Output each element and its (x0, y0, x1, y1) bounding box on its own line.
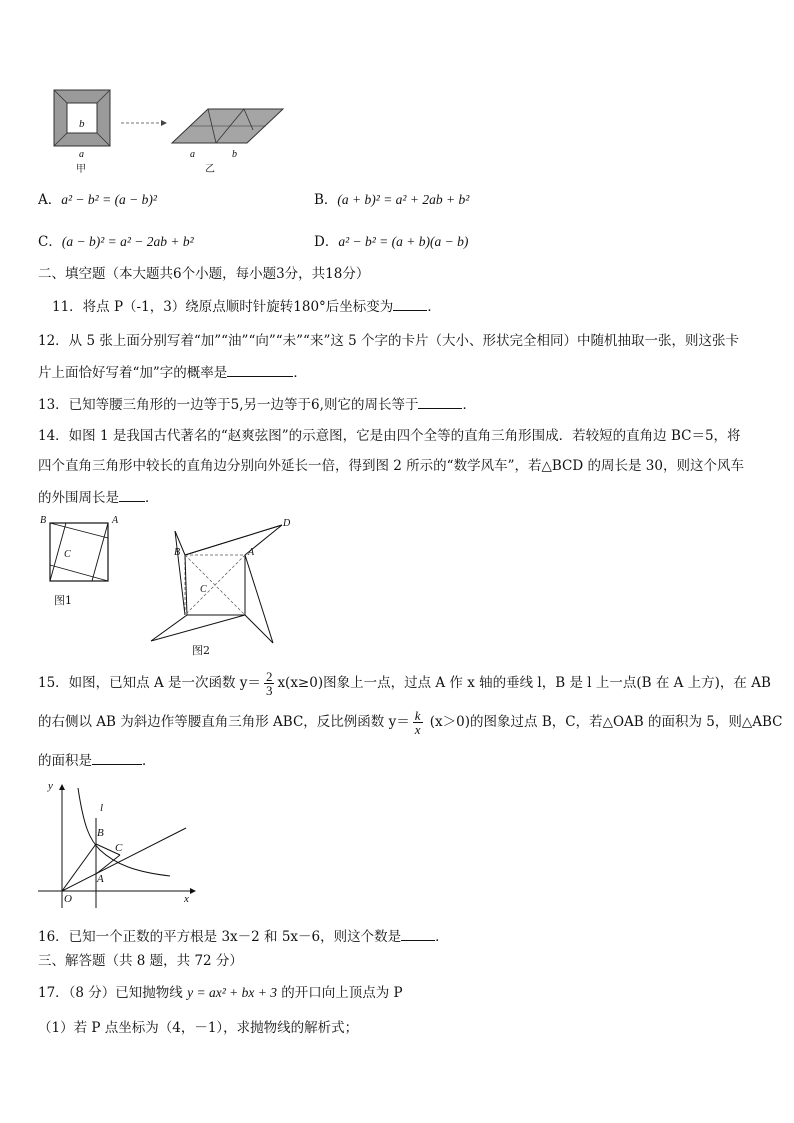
option-a: A．a² − b² = (a − b)² (38, 192, 157, 208)
question-14-line3: 的外围周长是 ． (38, 487, 159, 508)
label-b: b (79, 118, 85, 130)
question-12-line1: 12．从 5 张上面分别写着“加”“油”“向”“未”“来”这 5 个字的卡片（大小、形状完全相同）中随机抽取一张，则这张卡 (38, 333, 740, 349)
question-15-line2: 的右侧以 AB 为斜边作等腰直角三角形 ABC，反比例函数 y＝ $\frac{k}{x}$ (x＞0)的图象过点 B，C，若△OAB 的面积为 5，则△ABC (38, 708, 783, 737)
fig1-caption: 图1 (54, 594, 72, 607)
fig2-label-b: B (174, 547, 181, 558)
fig3-label-b: B (97, 827, 104, 839)
option-b: B．(a + b)² = a² + 2ab + b² (314, 192, 470, 208)
label-a-jia: a (79, 149, 84, 160)
label-yi: 乙 (205, 164, 215, 175)
question-15-line1: 15．如图，已知点 A 是一次函数 y＝ $\frac{2}{3}$ x(x≥0)图象上一点，过点 A 作 x 轴的垂线 l，B 是 l 上一点(B 在 A 上方)，在 AB (38, 669, 771, 698)
fig2-label-a: A (248, 547, 255, 558)
question-17: 17．（8 分）已知抛物线 y = ax² + bx + 3 的开口向上顶点为 P (38, 985, 403, 1001)
question-17-part1: （1）若 P 点坐标为（4，－1），求抛物线的解析式； (38, 1020, 359, 1036)
label-b-yi: b (232, 149, 237, 160)
fig3-label-y: y (48, 780, 53, 792)
fig3-label-x: x (184, 893, 189, 905)
question-14-line1: 14．如图 1 是我国古代著名的“赵爽弦图”的示意图，它是由四个全等的直角三角形围成．若较短的直角边 BC＝5，将 (38, 428, 741, 444)
question-13: 13．已知等腰三角形的一边等于5,另一边等于6,则它的周长等于 ． (38, 394, 476, 415)
question-11: 11．将点 P（-1，3）绕原点顺时针旋转180°后坐标变为 ． (52, 296, 441, 317)
figure-2-windmill (145, 515, 295, 655)
fraction-2-3: $\frac{2}{3}$ (265, 669, 273, 698)
fig3-label-c: C (115, 842, 123, 854)
fig2-label-c: C (200, 584, 207, 595)
fig1-label-c: C (64, 549, 71, 560)
question-14-line2: 四个直角三角形中较长的直角边分别向外延长一倍，得到图 2 所示的“数学风车”，若△BCD 的周长是 30，则这个风车 (38, 458, 744, 474)
fig3-label-l: l (100, 802, 104, 814)
option-c: C．(a − b)² = a² − 2ab + b² (38, 234, 194, 250)
fig1-label-a: A (112, 515, 119, 526)
label-jia: 甲 (76, 164, 86, 175)
option-d: D．a² − b² = (a + b)(a − b) (314, 234, 469, 250)
fig1-label-b: B (40, 515, 47, 526)
question-15-line3: 的面积是 ． (38, 750, 156, 771)
question-16: 16．已知一个正数的平方根是 3x－2 和 5x－6，则这个数是 ． (38, 926, 449, 947)
fig2-label-d: D (283, 518, 291, 529)
fraction-k-x: $\frac{k}{x}$ (414, 708, 421, 737)
section3-title: 三、解答题（共 8 题，共 72 分） (38, 953, 243, 969)
fig2-caption: 图2 (192, 644, 210, 657)
section2-title: 二、填空题（本大题共6个小题，每小题3分，共18分） (38, 266, 370, 282)
fig3-label-a: A (97, 873, 104, 885)
fig3-label-o: O (64, 893, 72, 905)
label-a-yi: a (190, 149, 195, 160)
question-12-line2: 片上面恰好写着“加”字的概率是 ． (38, 362, 307, 383)
